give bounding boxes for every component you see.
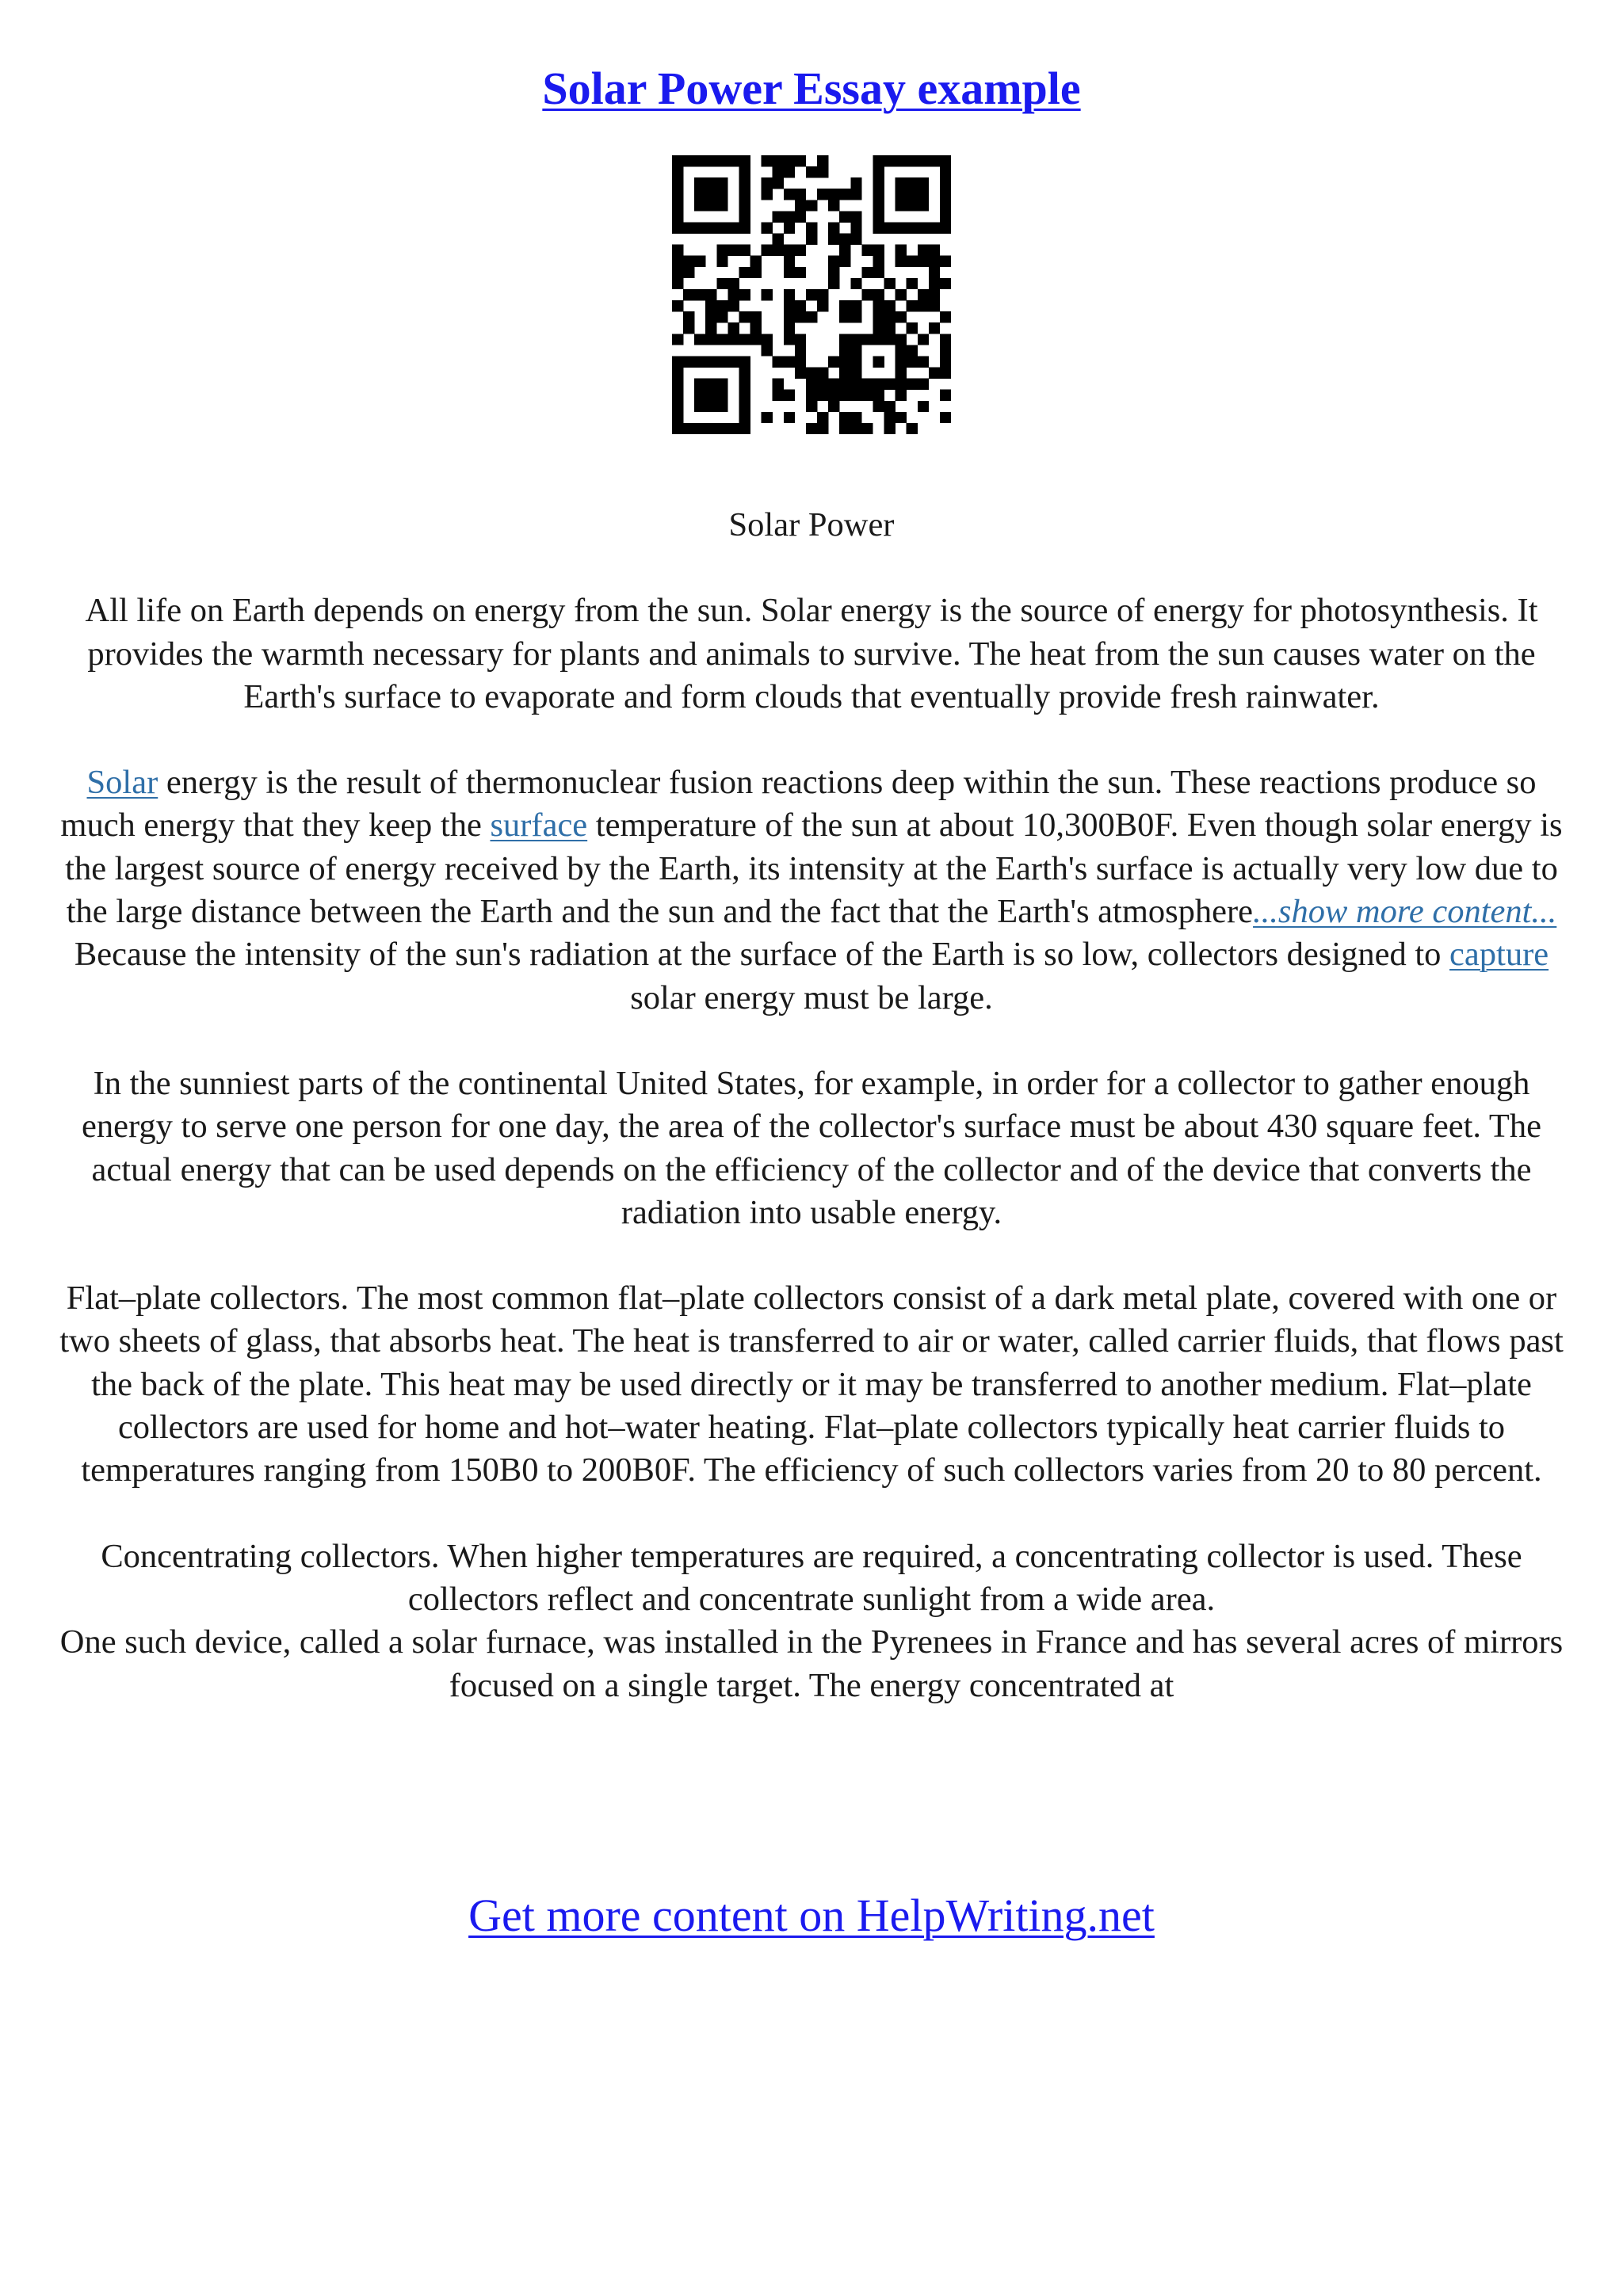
- paragraph-sunniest: In the sunniest parts of the continental United States, for example, in order for a collector to gather enough energy to serve one person for one day, the area of the collector's surface must be about 430 square feet. The actual energy that can be used depends on the efficiency of the collector and of the device that converts the radiation into usable energy.: [82, 1064, 1541, 1231]
- capture-link[interactable]: capture: [1449, 936, 1549, 974]
- paragraph-fusion-text-1: energy is the result of thermonuclear fusion reactions deep within the sun. These reactions produce so much energy that they keep the: [60, 764, 1537, 845]
- surface-link[interactable]: surface: [490, 807, 588, 845]
- page-title: [0, 57, 1623, 120]
- paragraph-concentrating: Concentrating collectors. When higher temperatures are required, a concentrating collector is used. These collectors reflect and concentrate sunlight from a wide area.: [101, 1537, 1522, 1618]
- paragraph-intensity-text-2: solar energy must be large.: [630, 978, 993, 1016]
- paragraph-intensity: [55, 933, 1568, 1020]
- essay-heading: Solar Power: [728, 506, 895, 543]
- paragraph-intro: All life on Earth depends on energy from the sun. Solar energy is the source of energy for photosynthesis. It provides the warmth necessary for plants and animals to survive. The heat from the sun causes water on the Earth's surface to evaporate and form clouds that eventually provide fresh rainwater.: [85, 592, 1538, 715]
- paragraph-intensity-text-1: Because the intensity of the sun's radiation at the surface of the Earth is so low, collectors designed to: [74, 936, 1450, 974]
- title-link[interactable]: Solar Power Essay example: [542, 63, 1081, 114]
- show-more-link[interactable]: ...show more content...: [1253, 893, 1557, 931]
- paragraph-fusion: [55, 761, 1568, 933]
- paragraph-flat-plate: Flat–plate collectors. The most common flat–plate collectors consist of a dark metal plate, covered with one or two sheets of glass, that absorbs heat. The heat is transferred to air or water, called carrier fluids, that flows past the back of the plate. This heat may be used directly or it may be transferred to another medium. Flat–plate collectors are used for home and hot–water heating. Flat–plate collectors typically heat carrier fluids to temperatures ranging from 150B0 to 200B0F. The efficiency of such collectors varies from 20 to 80 percent.: [59, 1280, 1564, 1489]
- qr-code-icon: [672, 155, 951, 434]
- footer-link[interactable]: Get more content on HelpWriting.net: [468, 1890, 1155, 1941]
- paragraph-fusion-text-2: temperature of the sun at about 10,300B0F. Even though solar energy is the largest source of energy received by the Earth, its intensity at the Earth's surface is actually very low due to the large distance between the Earth and the sun and the fact that the Earth's atmosphere: [65, 807, 1563, 931]
- essay-body: [55, 504, 1568, 1707]
- footer: [0, 1884, 1623, 1947]
- solar-link[interactable]: Solar: [86, 764, 158, 802]
- paragraph-solar-furnace: One such device, called a solar furnace, was installed in the Pyrenees in France and has several acres of mirrors focused on a single target. The energy concentrated at: [59, 1623, 1564, 1704]
